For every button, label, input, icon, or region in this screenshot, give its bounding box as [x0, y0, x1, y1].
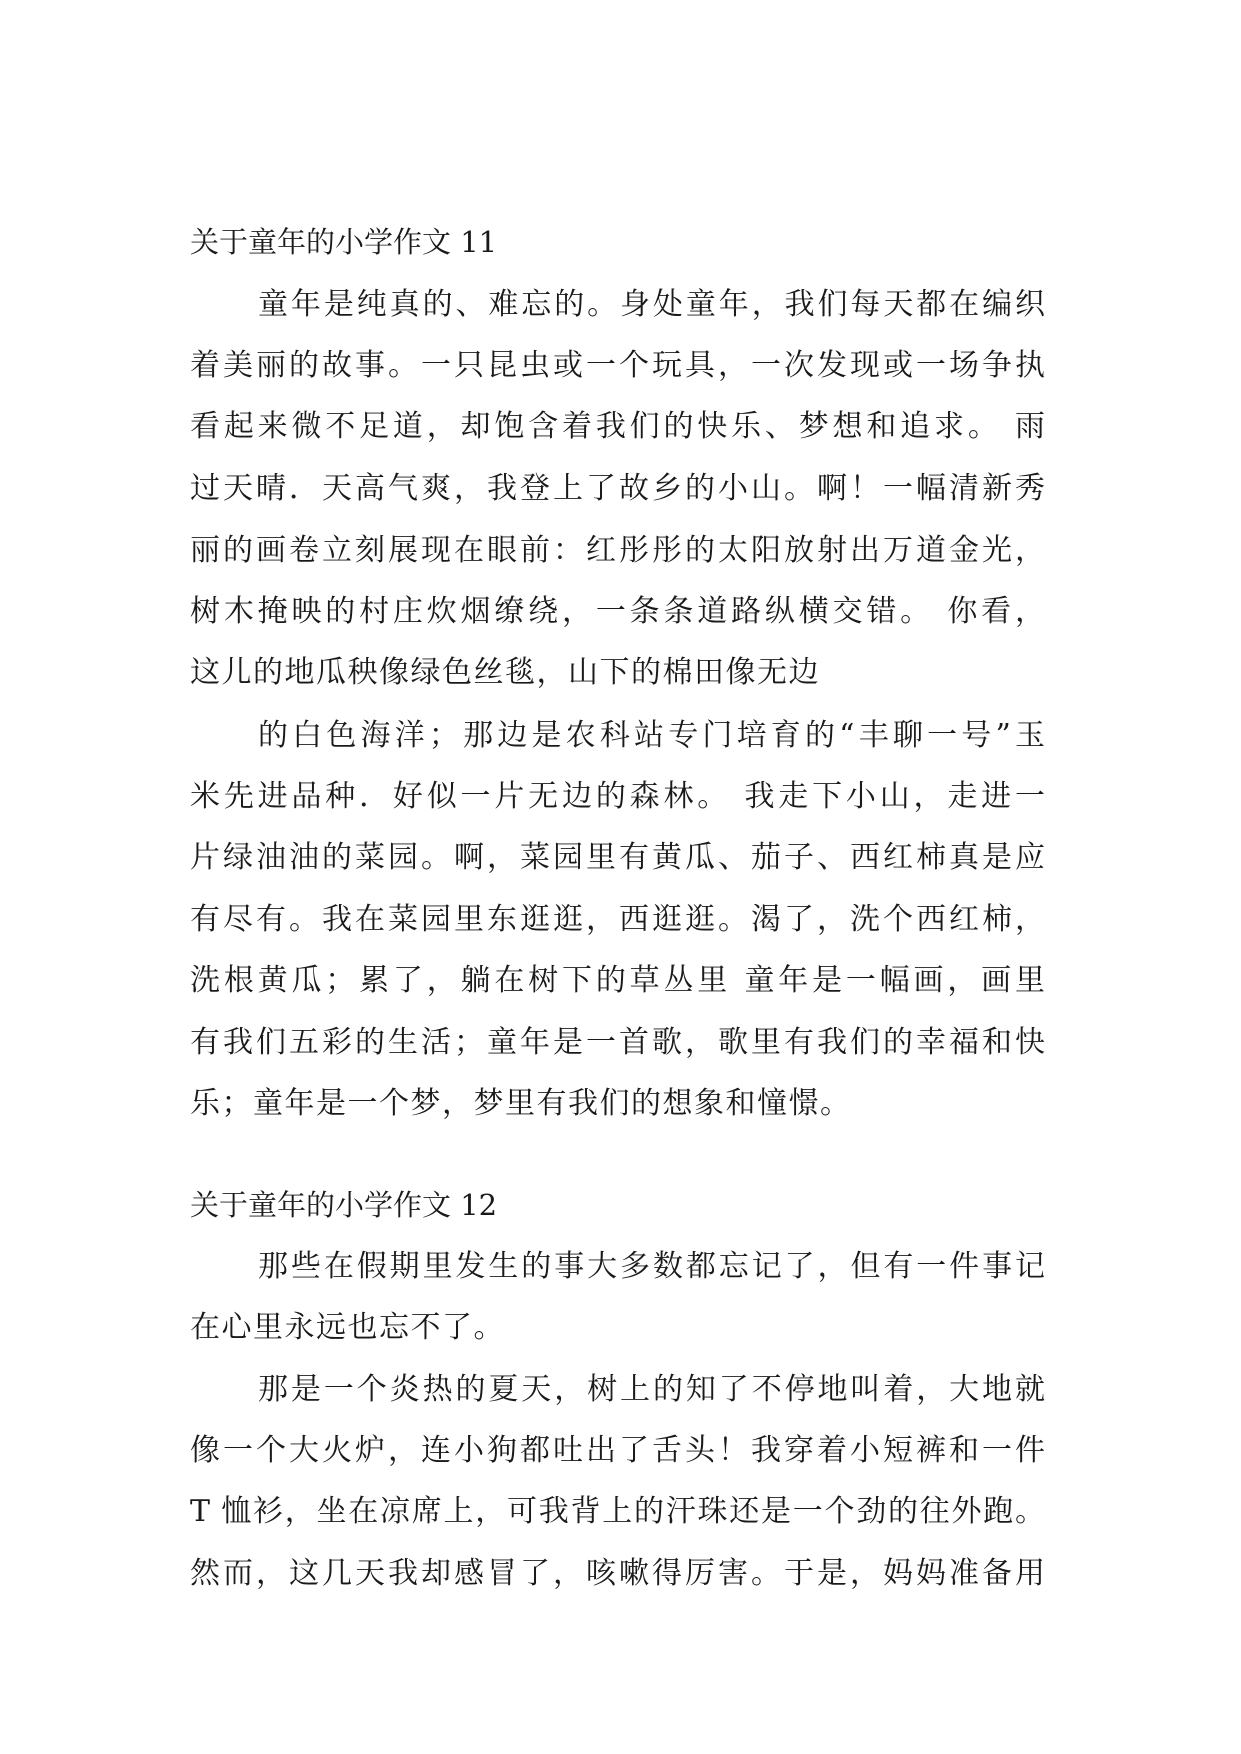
- text-line: 然而，这几天我却感冒了，咳嗽得厉害。于是，妈妈准备用: [190, 1556, 1045, 1591]
- section-title: 关于童年的小学作文 12: [190, 1188, 498, 1222]
- text-line: 这儿的地瓜秧像绿色丝毯，山下的棉田像无边: [190, 655, 820, 690]
- text-line: 童年是纯真的、难忘的。身处童年，我们每天都在编织: [258, 287, 1045, 322]
- text-line: 有我们五彩的生活；童年是一首歌，歌里有我们的幸福和快: [190, 1025, 1045, 1060]
- text-line: T 恤衫，坐在凉席上，可我背上的汗珠还是一个劲的往外跑。: [190, 1494, 1045, 1529]
- text-line: 像一个大火炉，连小狗都吐出了舌头！我穿着小短裤和一件: [190, 1433, 1045, 1468]
- text-line: 那些在假期里发生的事大多数都忘记了，但有一件事记: [258, 1249, 1045, 1284]
- text-line: 乐；童年是一个梦，梦里有我们的想象和憧憬。: [190, 1086, 852, 1121]
- text-line: 有尽有。我在菜园里东逛逛，西逛逛。渴了，洗个西红柿，: [190, 902, 1045, 937]
- text-line: 洗根黄瓜；累了，躺在树下的草丛里 童年是一幅画，画里: [190, 963, 1045, 998]
- text-line: 那是一个炎热的夏天，树上的知了不停地叫着，大地就: [258, 1372, 1045, 1407]
- text-line: 看起来微不足道，却饱含着我们的快乐、梦想和追求。 雨: [190, 409, 1045, 444]
- text-line: 过天晴．天高气爽，我登上了故乡的小山。啊！一幅清新秀: [190, 471, 1045, 506]
- text-line: 着美丽的故事。一只昆虫或一个玩具，一次发现或一场争执: [190, 348, 1045, 383]
- text-line: 在心里永远也忘不了。: [190, 1310, 505, 1345]
- section-title: 关于童年的小学作文 11: [190, 225, 498, 259]
- text-line: 丽的画卷立刻展现在眼前：红彤彤的太阳放射出万道金光，: [190, 533, 1045, 568]
- text-line: 树木掩映的村庄炊烟缭绕，一条条道路纵横交错。 你看，: [190, 594, 1045, 629]
- text-line: 片绿油油的菜园。啊，菜园里有黄瓜、茄子、西红柿真是应: [190, 840, 1045, 875]
- text-line: 米先进品种．好似一片无边的森林。 我走下小山，走进一: [190, 779, 1045, 814]
- text-line: 的白色海洋；那边是农科站专门培育的“丰聊一号”玉: [258, 718, 1045, 753]
